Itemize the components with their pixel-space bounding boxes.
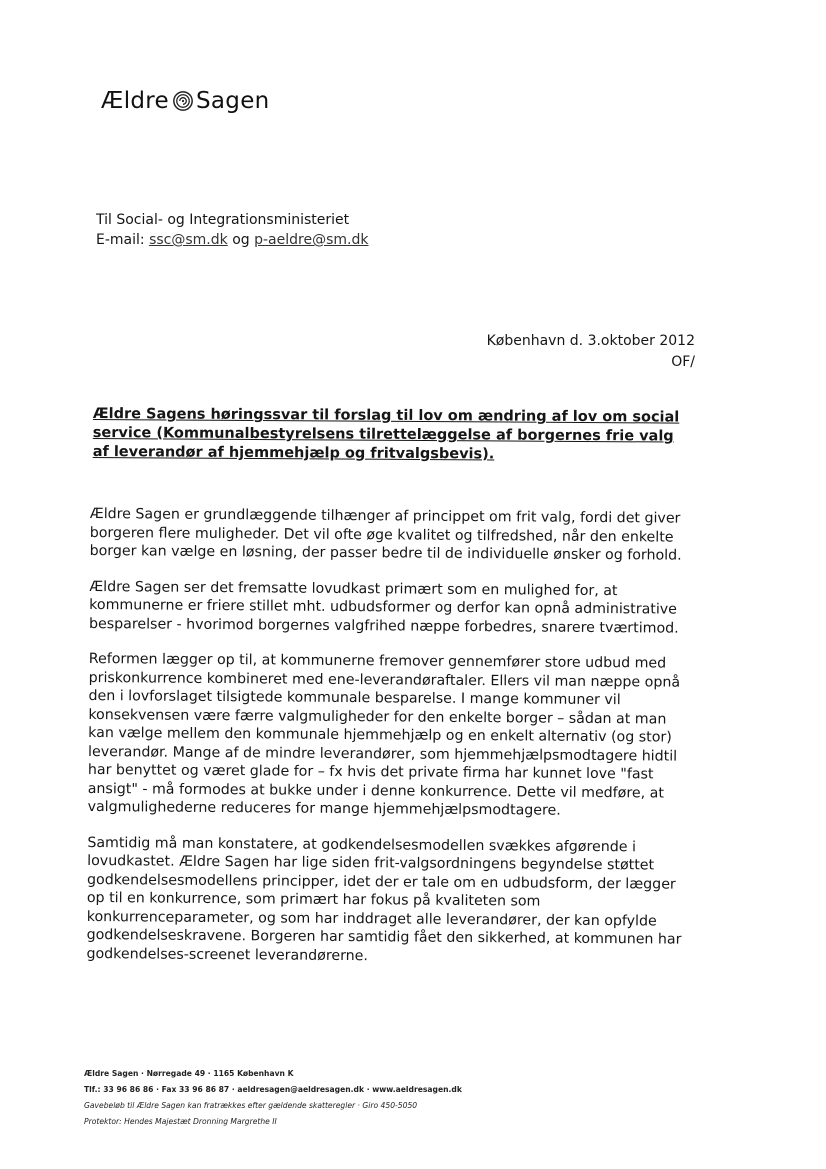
reference: OF/ [671,354,695,370]
footer-contact: Tlf.: 33 96 86 86 · Fax 33 96 86 87 · aeldresagen@aeldresagen.dk · www.aeldresagen.dk [84,1085,462,1094]
email-connector: og [232,232,250,248]
footer-address: Ældre Sagen · Nørregade 49 · 1165 København K [84,1069,294,1078]
organization-logo [101,88,270,114]
place-date: København d. 3.oktober 2012 [486,333,695,349]
document-title: Ældre Sagens høringssvar til forslag til lov om ændring af lov om social service (Kommunalbestyrelsens tilrettelæggelse af borgernes frie valg af leverandør af hjemmehjælp og fritvalgsbevis). [92,405,680,463]
recipient-block [96,210,368,250]
swirl-icon [172,90,194,112]
paragraph: Reformen lægger op til, at kommunerne fremover gennemfører store udbud med priskonkurrence kombineret med ene-leverandøraftaler. Ellers vil man næppe opnå den i lovforslaget tilsigtede kommunale besparelse. I mange kommuner vil konsekvensen være færre valgmuligheder for den enkelte borger – sådan at man kan vælge mellem den kommunale hjemmehjælp og en enkelt alternativ (og stor) leverandør. Mange af de mindre leverandører, som hjemmehjælpsmodtagere hidtil har benyttet og været glade for – fx hvis det private firma har kunnet love "fast ansigt" - må formodes at bukke under i denne konkurrence. Dette vil medføre, at valgmulighederne reduceres for mange hjemmehjælpsmodtagere. [87,650,681,819]
dateline [487,331,695,373]
letterhead-footer [84,1066,462,1130]
recipient-email-line [96,230,368,250]
logo-text-right: Sagen [196,88,270,114]
paragraph: Ældre Sagen er grundlæggende tilhænger af princippet om frit valg, fordi det giver borgeren flere muligheder. Det vil ofte øge kvalitet og tilfredshed, når den enkelte borger kan vælge en løsning, der passer bedre til de individuelle ønsker og forhold. [89,505,682,564]
document-body [86,505,690,985]
footer-patron: Protektor: Hendes Majestæt Dronning Margrethe II [84,1117,277,1126]
email-link-ssc[interactable]: ssc@sm.dk [149,232,228,248]
logo-text-left: Ældre [101,88,169,114]
recipient-name: Til Social- og Integrationsministeriet [96,212,350,228]
paragraph: Samtidig må man konstatere, at godkendelsesmodellen svækkes afgørende i lovudkastet. Ældre Sagen har lige siden frit-valgsordningens begyndelse støttet godkendelsesmodellens principper, idet der er tale om en udbudsform, der lægger op til en konkurrence, som primært har fokus på kvaliteten som konkurrenceparameter, og som har inddraget alle leverandører, der kan opfylde godkendelseskravene. Borgeren har samtidig fået den sikkerhed, at kommunen har godkendelses-screenet leverandørerne. [86,834,682,964]
paragraph: Ældre Sagen ser det fremsatte lovudkast primært som en mulighed for, at kommunerne er friere stillet mht. udbudsformer og derfor kan opnå administrative besparelser - hvorimod borgernes valgfrihed næppe forbedres, snarere tværtimod. [89,578,679,637]
footer-gift-note: Gavebeløb til Ældre Sagen kan fratrækkes efter gældende skatteregler · Giro 450-5050 [84,1101,418,1110]
email-link-p-aeldre[interactable]: p-aeldre@sm.dk [254,232,369,248]
email-label: E-mail: [96,232,145,248]
